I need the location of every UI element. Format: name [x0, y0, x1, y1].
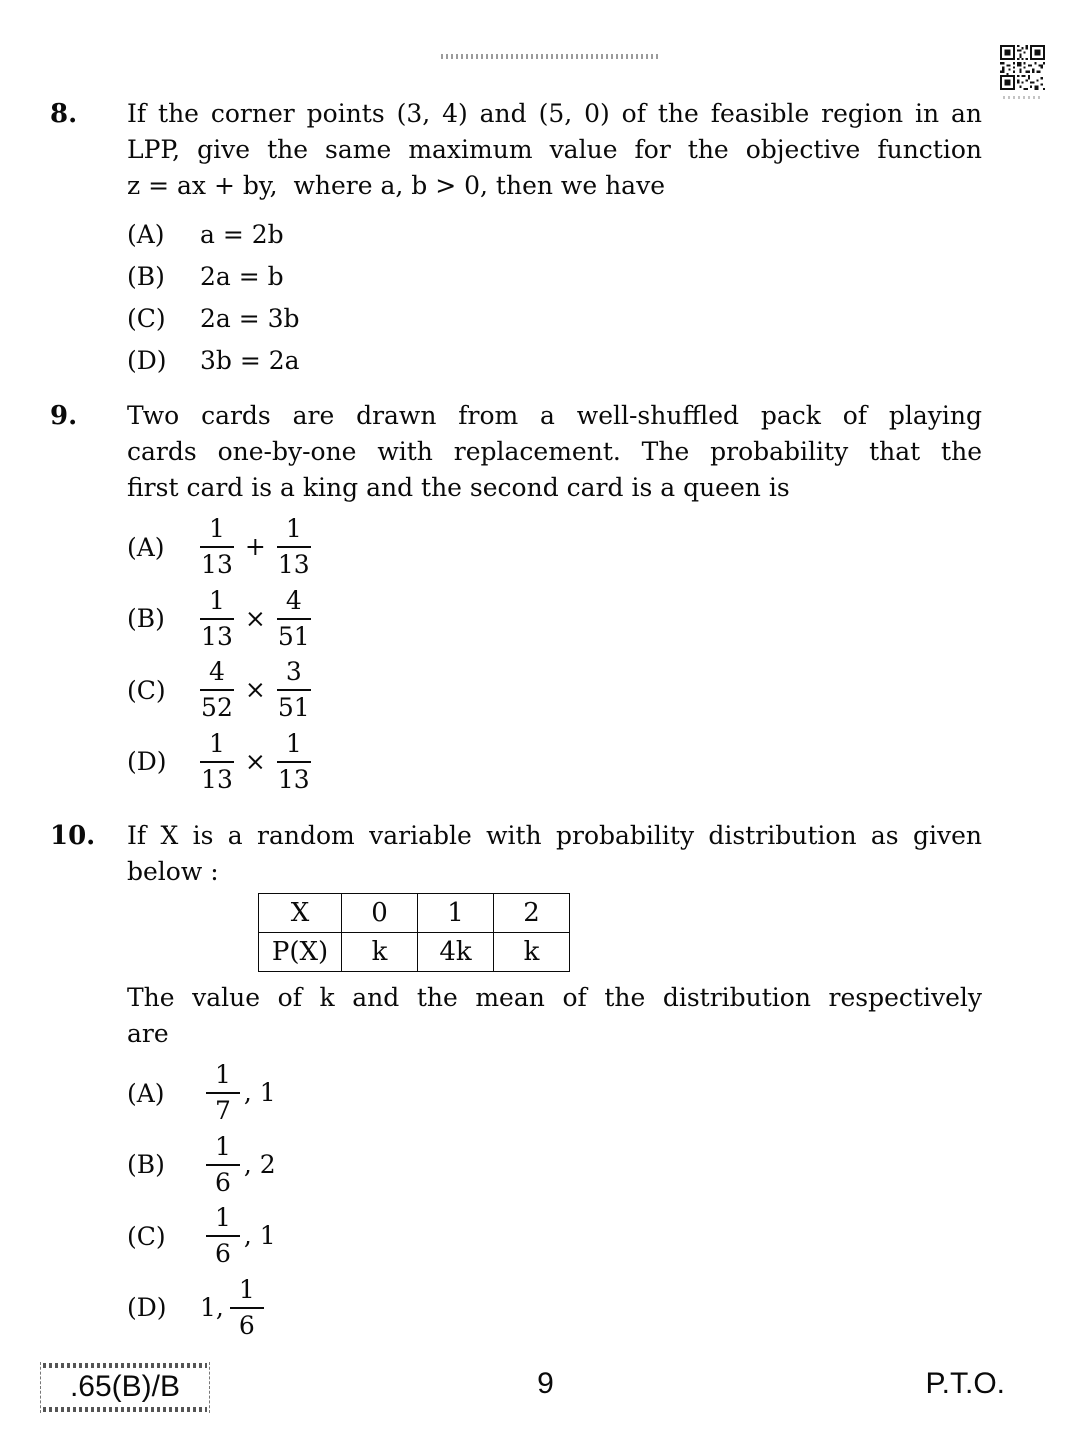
questions-area — [50, 96, 985, 1364]
fraction-numerator: 1 — [200, 516, 234, 548]
question-8 — [50, 96, 985, 382]
question-text-line: If X is a random variable with probability distribution as given — [127, 821, 982, 850]
table-cell: X — [259, 894, 342, 933]
microprint-strip — [43, 1407, 207, 1412]
fraction — [277, 728, 311, 794]
fraction-denominator: 13 — [201, 550, 233, 580]
option-row — [127, 1274, 982, 1340]
table-cell: k — [342, 933, 418, 972]
fraction — [277, 516, 311, 579]
option-row — [127, 340, 982, 382]
option-label: (A) — [127, 220, 165, 249]
fraction — [230, 1274, 264, 1340]
option-label: (D) — [127, 747, 167, 777]
option-text: 2a = 3b — [200, 304, 300, 333]
option-row — [127, 1062, 982, 1125]
option-text: a = 2b — [200, 220, 284, 249]
pto-label: P.T.O. — [925, 1367, 1005, 1400]
fraction-denominator: 6 — [215, 1167, 231, 1197]
option-text: , 1 — [243, 1078, 276, 1108]
question-text-line: z = ax + by, where a, b > 0, then we have — [127, 171, 665, 200]
fraction-denominator: 51 — [277, 621, 310, 651]
question-text-line: cards one-by-one with replacement. The probability that the — [127, 437, 982, 466]
math-operator: × — [244, 746, 266, 776]
options-list — [127, 516, 982, 793]
option-label: (D) — [127, 346, 167, 375]
fraction — [200, 585, 234, 651]
option-label: (C) — [127, 1221, 166, 1251]
fraction — [277, 659, 311, 722]
fraction-numerator: 1 — [206, 1205, 240, 1237]
fraction-numerator: 1 — [277, 731, 311, 763]
option-row — [127, 585, 982, 651]
table-cell: P(X) — [259, 933, 342, 972]
option-label: (B) — [127, 262, 165, 291]
fraction-denominator: 7 — [215, 1096, 231, 1126]
fraction-denominator: 13 — [201, 621, 233, 651]
option-text: , 1 — [243, 1221, 276, 1251]
fraction-numerator: 1 — [206, 1062, 240, 1094]
fraction-numerator: 1 — [206, 1134, 240, 1166]
question-number: 10. — [50, 821, 96, 851]
option-label: (B) — [127, 1150, 165, 1180]
table-cell: k — [494, 933, 570, 972]
fraction — [200, 516, 234, 579]
option-label: (D) — [127, 1293, 167, 1323]
option-text: 1, — [200, 1292, 224, 1322]
question-9 — [50, 398, 985, 802]
fraction-numerator: 4 — [200, 659, 234, 691]
question-text-line: Two cards are drawn from a well-shuffled pack of playing — [127, 401, 982, 430]
fraction-denominator: 52 — [201, 693, 233, 723]
paper-code: .65(B)/B — [69, 1370, 181, 1403]
fraction-numerator: 4 — [277, 588, 311, 620]
distribution-table — [258, 893, 570, 972]
option-row — [127, 1131, 982, 1197]
fraction — [206, 1205, 240, 1268]
options-list — [127, 214, 982, 382]
fraction-denominator: 13 — [201, 764, 233, 794]
option-label: (C) — [127, 304, 166, 333]
fraction-numerator: 1 — [200, 588, 234, 620]
option-label: (C) — [127, 675, 166, 705]
question-text-line: first card is a king and the second card is a queen is — [127, 473, 790, 502]
table-cell: 2 — [494, 894, 570, 933]
option-label: (A) — [127, 532, 165, 562]
microprint-strip — [441, 54, 659, 59]
question-text-line: If the corner points (3, 4) and (5, 0) of the feasible region in an — [127, 99, 982, 128]
option-row — [127, 1205, 982, 1268]
table-cell: 0 — [342, 894, 418, 933]
question-text-line: The value of k and the mean of the distribution respectively — [127, 983, 982, 1012]
fraction-denominator: 51 — [277, 693, 310, 723]
option-text: 3b = 2a — [200, 346, 300, 375]
question-10 — [50, 818, 985, 1348]
option-label: (B) — [127, 604, 165, 634]
fraction-denominator: 13 — [277, 550, 310, 580]
fraction — [277, 585, 311, 651]
fraction-numerator: 1 — [230, 1277, 264, 1309]
question-number: 8. — [50, 99, 78, 129]
fraction — [206, 1131, 240, 1197]
option-row — [127, 516, 982, 579]
fraction-denominator: 6 — [238, 1310, 255, 1340]
qr-caption-microprint — [1003, 96, 1043, 99]
fraction — [206, 1062, 240, 1125]
table-cell: 1 — [418, 894, 494, 933]
option-text: , 2 — [243, 1149, 276, 1179]
fraction-denominator: 6 — [215, 1239, 231, 1269]
question-text-line: below : — [127, 857, 219, 886]
options-list — [127, 1062, 982, 1339]
fraction-numerator: 1 — [277, 516, 311, 548]
math-operator: + — [244, 532, 266, 562]
fraction — [200, 659, 234, 722]
math-operator: × — [244, 603, 266, 633]
option-text: 2a = b — [200, 262, 284, 291]
option-row — [127, 728, 982, 794]
option-row — [127, 214, 982, 256]
math-operator: × — [244, 675, 266, 705]
table-cell: 4k — [418, 933, 494, 972]
question-text-line: are — [127, 1019, 169, 1048]
option-row — [127, 659, 982, 722]
fraction-numerator: 3 — [277, 659, 311, 691]
question-text-line: LPP, give the same maximum value for the objective function — [127, 135, 982, 164]
fraction-numerator: 1 — [200, 731, 234, 763]
fraction-denominator: 13 — [277, 764, 310, 794]
question-number: 9. — [50, 401, 78, 431]
option-row — [127, 256, 982, 298]
option-label: (A) — [127, 1078, 165, 1108]
qr-code — [1000, 45, 1045, 90]
option-row — [127, 298, 982, 340]
page-number: 9 — [537, 1367, 554, 1400]
fraction — [200, 728, 234, 794]
